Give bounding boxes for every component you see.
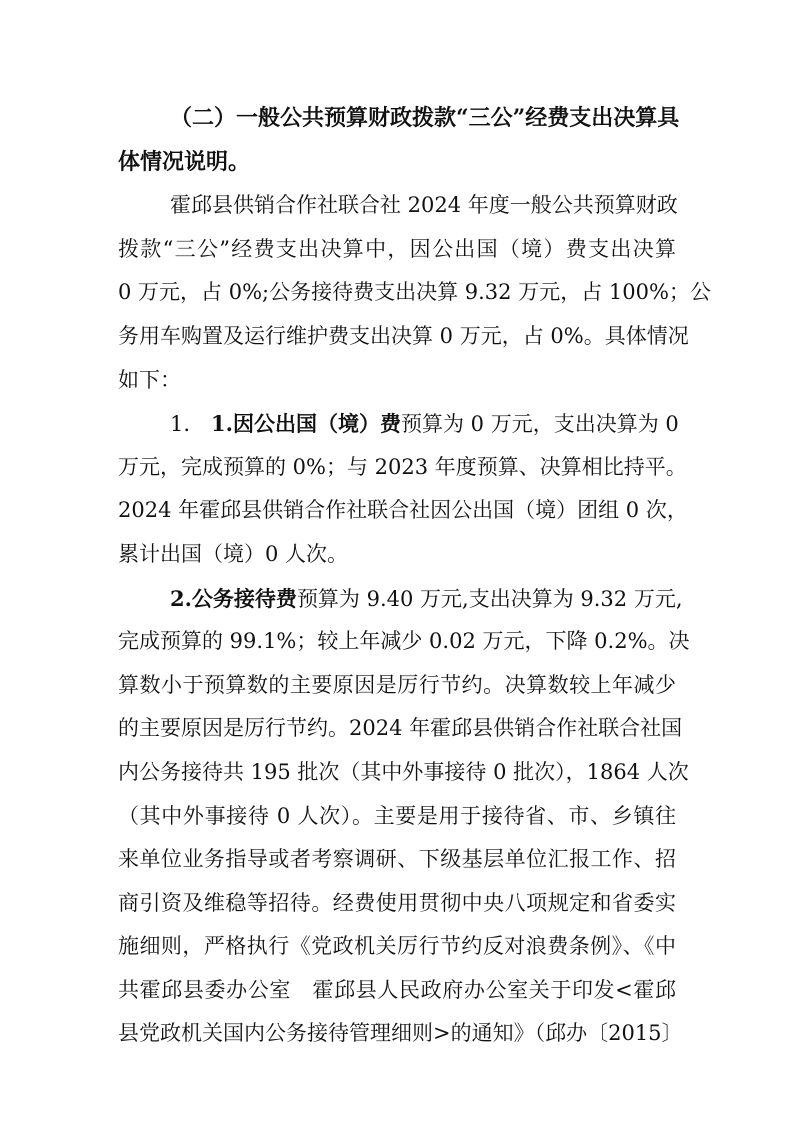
paragraph-line: 来单位业务指导或者考察调研、下级基层单位汇报工作、招: [118, 847, 676, 872]
paragraph-line: 拨款“三公”经费支出决算中，因公出国（境）费支出决算: [118, 236, 676, 261]
paragraph-line: 务用车购置及运行维护费支出决算 0 万元，占 0%。具体情况: [118, 323, 689, 348]
paragraph-line: 万元，完成预算的 0%；与 2023 年度预算、决算相比持平。: [118, 454, 687, 479]
paragraph-line: 霍邱县供销合作社联合社 2024 年度一般公共预算财政: [170, 193, 678, 218]
paragraph-line: （其中外事接待 0 人次）。主要是用于接待省、市、乡镇往: [118, 803, 676, 828]
paragraph-line: [118, 402, 679, 446]
line-rest: 预算为 9.40 万元,支出决算为 9.32 万元,: [296, 586, 683, 611]
bold-lead: 2.公务接待费: [170, 585, 297, 611]
paragraph-line: 施细则，严格执行《党政机关厉行节约反对浪费条例》、《中: [118, 934, 676, 959]
paragraph-line: 共霍邱县委办公室 霍邱县人民政府办公室关于印发<霍邱: [118, 977, 676, 1002]
paragraph-line: 商引资及维稳等招待。经费使用贯彻中央八项规定和省委实: [118, 890, 676, 915]
paragraph-line: 算数小于预算数的主要原因是厉行节约。决算数较上年减少: [118, 672, 676, 697]
line-rest: 预算为 0 万元，支出决算为 0: [400, 412, 679, 437]
paragraph-line: 2024 年霍邱县供销合作社联合社因公出国（境）团组 0 次，: [118, 498, 688, 523]
paragraph-line: 0 万元，占 0%;公务接待费支出决算 9.32 万元，占 100%；公: [118, 280, 711, 305]
section-heading-cont: 体情况说明。: [118, 148, 251, 175]
paragraph-line: 县党政机关国内公务接待管理细则>的通知》（邱办〔2015〕: [118, 1021, 683, 1046]
paragraph-line: 的主要原因是厉行节约。2024 年霍邱县供销合作社联合社国: [118, 716, 683, 741]
document-page: [118, 97, 711, 1056]
bold-lead: 1.因公出国（境）费: [211, 411, 401, 437]
paragraph-line: 完成预算的 99.1%；较上年减少 0.02 万元，下降 0.2%。决: [118, 629, 690, 654]
list-marker: 1.: [170, 412, 212, 437]
paragraph-line: 内公务接待共 195 批次（其中外事接待 0 批次），1864 人次: [118, 759, 689, 784]
paragraph-line: 累计出国（境）0 人次。: [118, 541, 349, 566]
paragraph-line: 如下：: [118, 367, 181, 392]
paragraph-line: [118, 577, 683, 621]
section-heading: （二）一般公共预算财政拨款“三公”经费支出决算具: [170, 105, 680, 131]
